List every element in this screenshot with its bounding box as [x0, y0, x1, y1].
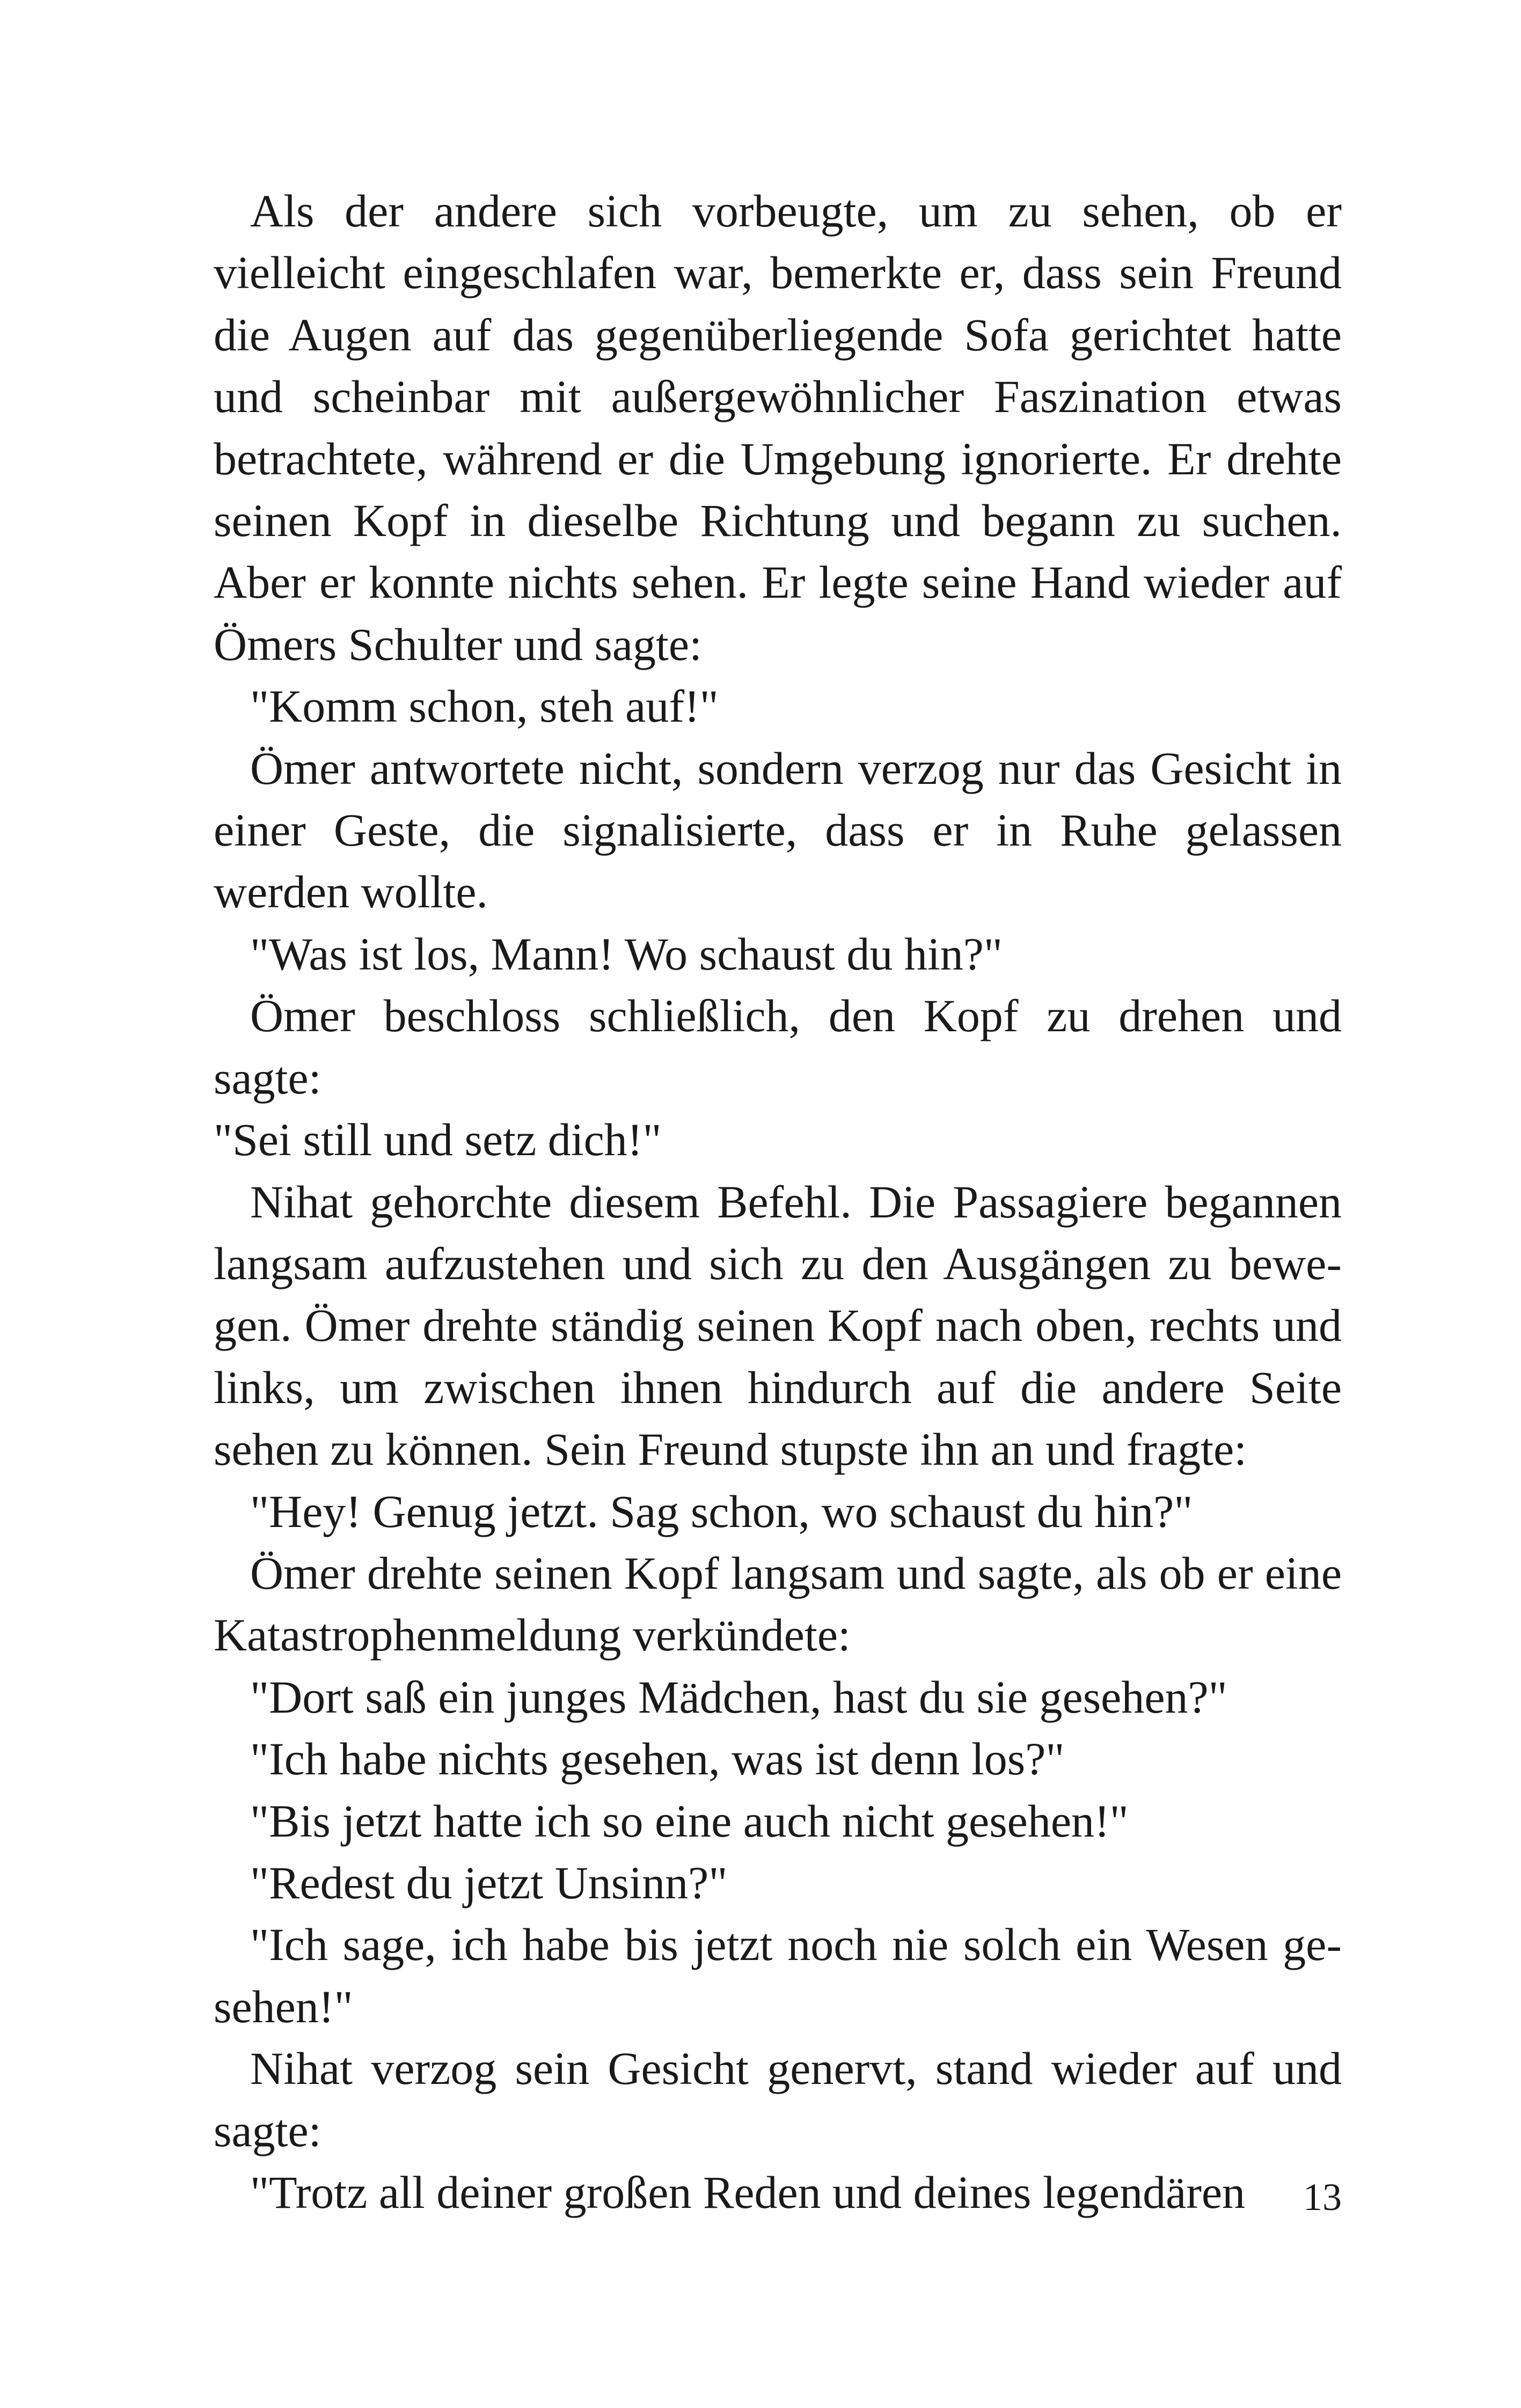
paragraph-3: Ömer antwortete nicht, sondern verzog nur das Gesicht in einer Geste, die signalisierte, dass er in Ruhe gelassen werden wollte. — [214, 742, 1342, 918]
paragraph-5: Ömer beschloss schließlich, den Kopf zu drehen und sagte: — [214, 990, 1342, 1104]
paragraph-15: Nihat verzog sein Gesicht genervt, stand wieder auf und sagte: — [214, 2043, 1342, 2156]
paragraph-6: "Sei still und setz dich!" — [214, 1114, 662, 1166]
paragraph-16: "Trotz all deiner großen Reden und deines legendären — [250, 2167, 1246, 2218]
paragraph-8: "Hey! Genug jetzt. Sag schon, wo schaust du hin?" — [250, 1485, 1193, 1537]
paragraph-12: "Bis jetzt hatte ich so eine auch nicht gesehen!" — [250, 1795, 1129, 1847]
paragraph-2: "Komm schon, steh auf!" — [250, 680, 719, 732]
paragraph-11: "Ich habe nichts gesehen, was ist denn los?" — [250, 1733, 1065, 1785]
paragraph-7: Nihat gehorchte diesem Befehl. Die Passagiere begannen langsam aufzustehen und sich zu den Ausgängen zu bewegen. Ömer drehte ständig seinen Kopf nach oben, rechts und links, um zwischen ihnen hindurch auf die andere Seite sehen zu können. Sein Freund stupste ihn an und fragte: — [214, 1176, 1342, 1475]
paragraph-14: "Ich sage, ich habe bis jetzt noch nie solch ein Wesen gesehen!" — [214, 1919, 1342, 2032]
paragraph-1: Als der andere sich vorbeugte, um zu sehen, ob er vielleicht eingeschlafen war, bemerkte er, dass sein Freund die Augen auf das gegenüberliegende Sofa gerichtet hatte und scheinbar mit außergewöhnlicher Faszination etwas betrachtete, während er die Umgebung ignorierte. Er drehte seinen Kopf in dieselbe Richtung und begann zu suchen. Aber er konnte nichts sehen. Er legte seine Hand wieder auf Ömers Schulter und sagte: — [214, 185, 1342, 670]
paragraph-9: Ömer drehte seinen Kopf langsam und sagte, als ob er eine Katastrophenmeldung verkündete: — [214, 1547, 1342, 1661]
page-body-text — [214, 180, 1342, 2223]
page-number: 13 — [1303, 2176, 1342, 2219]
paragraph-10: "Dort saß ein junges Mädchen, hast du sie gesehen?" — [250, 1671, 1227, 1723]
paragraph-13: "Redest du jetzt Unsinn?" — [250, 1856, 728, 1908]
paragraph-4: "Was ist los, Mann! Wo schaust du hin?" — [250, 928, 1003, 980]
